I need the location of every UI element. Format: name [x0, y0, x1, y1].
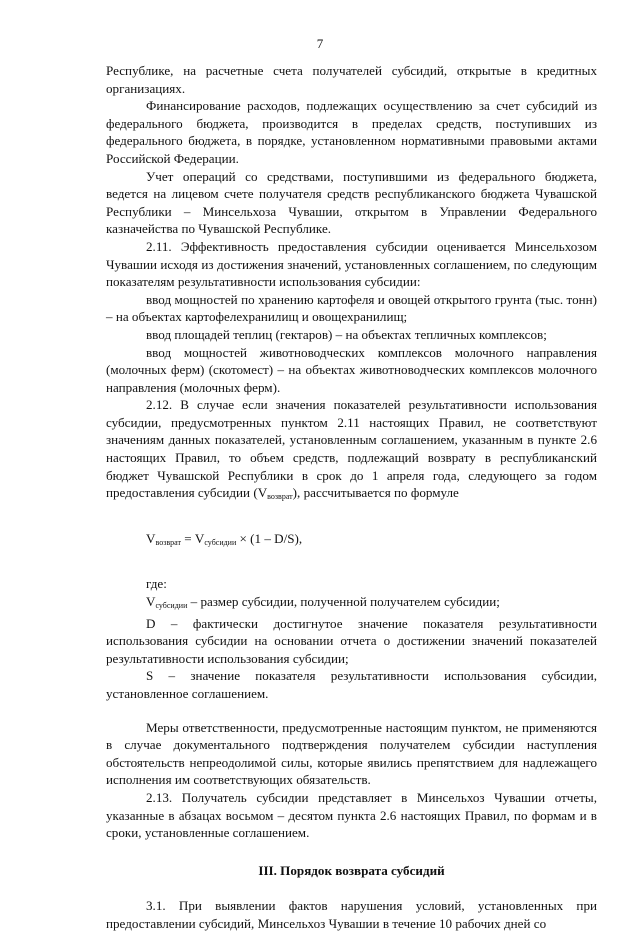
paragraph-accounting: Учет операций со средствами, поступившими из федерального бюджета, ведется на лицевом счете получателя средств республиканского бюджета Чувашской Республики – Минсельхоза Чувашии, открытом в Управлении Федерального казначейства по Чувашской Республике. [106, 168, 597, 237]
paragraph-2-13: 2.13. Получатель субсидии представляет в Минсельхоз Чувашии отчеты, указанные в абзацах восьмом – десятом пункта 2.6 настоящих Правил, по формам и в сроки, установленные соглашением. [106, 789, 597, 841]
formula-rest: × (1 – D/S), [236, 530, 303, 546]
spacer [106, 551, 597, 575]
paragraph-2-12-subscript: возврат [267, 492, 293, 502]
paragraph-2-12 [106, 396, 597, 506]
indicator-potato-storage: ввод мощностей по хранению картофеля и овощей открытого грунта (тыс. тонн) – на объектах картофелехранилищ и овощехранилищ; [106, 291, 597, 325]
indicator-greenhouses: ввод площадей теплиц (гектаров) – на объектах тепличных комплексов; [146, 326, 547, 342]
paragraph-2-12-text: 2.12. В случае если значения показателей результативности использования субсидии, предусмотренных пунктом 2.11 настоящих Правил, не соответствуют значениям данных показателей, установленным соглашением, указанным в пункте 2.6 настоящих Правил, то объем средств, подлежащий возврату в республиканский бюджет Чувашской Республики в срок до 1 апреля года, следующего за годом предоставления субсидии (V [106, 397, 597, 501]
paragraph-liability: Меры ответственности, предусмотренные настоящим пунктом, не применяются в случае документального подтверждения получателем субсидии наступления обстоятельств непреодолимой силы, которые явились препятствием для надлежащего исполнения им соответствующих обязательств. [106, 719, 597, 788]
paragraph-3-1: 3.1. При выявлении фактов нарушения условий, установленных при предоставлении субсидий, Минсельхоз Чувашии в течение 10 рабочих дней со [106, 898, 597, 931]
document-body [106, 62, 597, 933]
formula-sub1: возврат [155, 537, 181, 547]
definition-d: D – фактически достигнутое значение показателя результативности использования субсидии на основании отчета о достижении значений показателей результативности использования субсидии; [106, 615, 597, 666]
paragraph-2-11: 2.11. Эффективность предоставления субсидии оценивается Минсельхозом Чувашии исходя из достижения значений, установленных соглашением, по следующим показателям результативности использования субсидии: [106, 238, 597, 290]
section-title: III. Порядок возврата субсидий [258, 862, 445, 878]
where-label: где: [146, 576, 167, 592]
formula-sub2: субсидии [204, 537, 237, 547]
page-number: 7 [316, 36, 324, 51]
def-v-text: – размер субсидии, полученной получателем субсидии; [187, 594, 500, 610]
spacer [106, 703, 597, 719]
paragraph-2-12-tail: ), рассчитывается по формуле [292, 485, 459, 501]
indicator-dairy-farms: ввод мощностей животноводческих комплексов молочного направления (молочных ферм) (скотомест) – на объектах животноводческих комплексов молочного направления (молочных ферм). [106, 344, 597, 395]
definition-v-subsidy [106, 593, 597, 615]
paragraph-financing: Финансирование расходов, подлежащих осуществлению за счет субсидий из федерального бюджета, производится в пределах средств, поступивших из федерального бюджета, в порядке, установленном нормативными правовыми актами Российской Федерации. [106, 98, 597, 166]
formula-eq: = V [180, 530, 205, 546]
formula-v1: V [146, 530, 156, 546]
paragraph-continuation: Республике, на расчетные счета получателей субсидий, открытые в кредитных организациях. [106, 63, 597, 96]
def-v-symbol: V [146, 594, 156, 610]
return-formula [146, 530, 597, 552]
def-v-subscript: субсидии [155, 601, 188, 611]
definition-s: S – значение показателя результативности использования субсидии, установленное соглашением. [106, 668, 597, 701]
